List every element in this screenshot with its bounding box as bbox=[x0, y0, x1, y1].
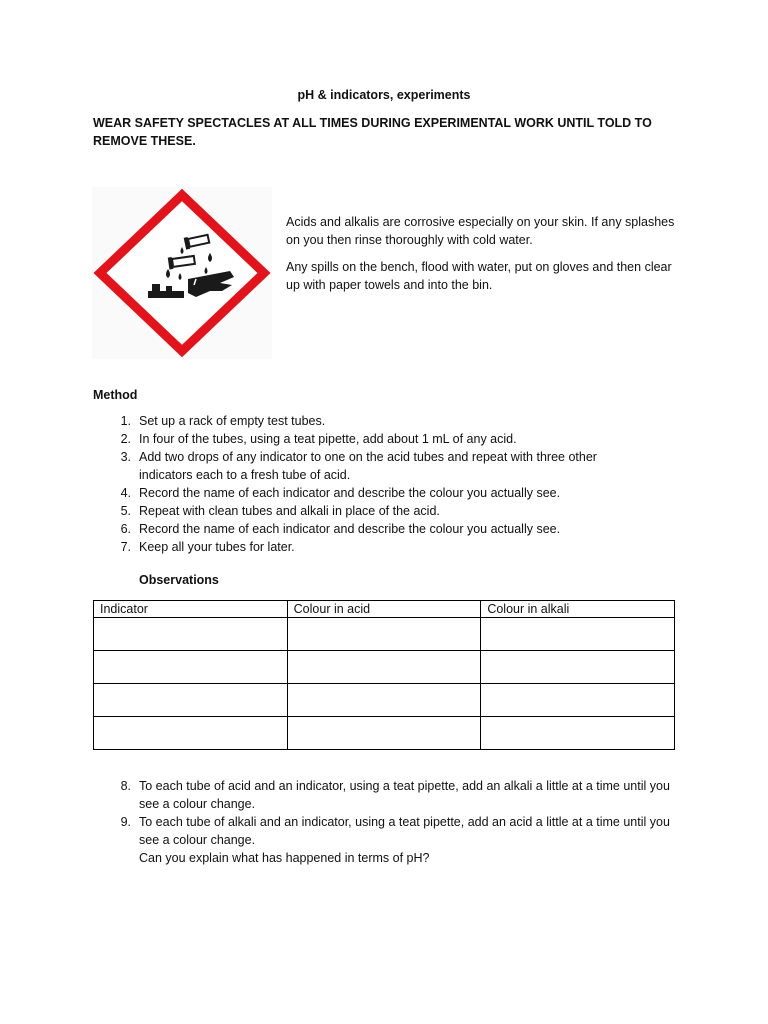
table-cell[interactable] bbox=[287, 684, 481, 717]
step-question: Can you explain what has happened in terms of pH? bbox=[139, 851, 430, 865]
table-row bbox=[94, 717, 675, 750]
step-number: 5. bbox=[120, 504, 131, 518]
corrosive-hazard-icon bbox=[92, 187, 272, 359]
method-heading: Method bbox=[93, 388, 138, 402]
table-cell[interactable] bbox=[94, 651, 288, 684]
list-item bbox=[93, 502, 653, 520]
safety-note-skin: Acids and alkalis are corrosive especially on your skin. If any splashes on you then rinse thoroughly with cold water. bbox=[286, 215, 675, 247]
list-item bbox=[93, 520, 653, 538]
observations-heading: Observations bbox=[139, 573, 219, 587]
step-text: Record the name of each indicator and describe the colour you actually see. bbox=[139, 522, 561, 536]
step-text: To each tube of acid and an indicator, using a teat pipette, add an alkali a little at a time until you see a colour change. bbox=[139, 779, 670, 811]
table-cell[interactable] bbox=[287, 717, 481, 750]
list-item bbox=[93, 813, 683, 867]
table-cell[interactable] bbox=[481, 651, 675, 684]
step-text: Set up a rack of empty test tubes. bbox=[139, 414, 326, 428]
table-row bbox=[94, 684, 675, 717]
table-row bbox=[94, 651, 675, 684]
table-cell[interactable] bbox=[94, 684, 288, 717]
step-number: 7. bbox=[120, 540, 131, 554]
step-number: 3. bbox=[120, 450, 131, 464]
list-item bbox=[93, 448, 653, 484]
step-text: Repeat with clean tubes and alkali in place of the acid. bbox=[139, 504, 440, 518]
table-header-row bbox=[94, 601, 675, 618]
step-number: 6. bbox=[120, 522, 131, 536]
safety-notes bbox=[286, 213, 676, 303]
table-cell[interactable] bbox=[481, 618, 675, 651]
table-row bbox=[94, 618, 675, 651]
step-number: 8. bbox=[120, 779, 131, 793]
step-number: 1. bbox=[120, 414, 131, 428]
method-steps bbox=[93, 412, 653, 556]
column-header-indicator: Indicator bbox=[94, 601, 288, 618]
table-cell[interactable] bbox=[287, 618, 481, 651]
list-item bbox=[93, 484, 653, 502]
list-item bbox=[93, 777, 683, 813]
step-text: To each tube of alkali and an indicator, using a teat pipette, add an acid a little at a time until you see a colour change. bbox=[139, 815, 670, 847]
list-item bbox=[93, 412, 653, 430]
table-cell[interactable] bbox=[94, 618, 288, 651]
step-number: 2. bbox=[120, 432, 131, 446]
column-header-colour-in-acid: Colour in acid bbox=[287, 601, 481, 618]
step-text: Add two drops of any indicator to one on the acid tubes and repeat with three other indicators each to a fresh tube of acid. bbox=[139, 450, 597, 482]
table-cell[interactable] bbox=[94, 717, 288, 750]
step-text: In four of the tubes, using a teat pipette, add about 1 mL of any acid. bbox=[139, 432, 517, 446]
list-item bbox=[93, 430, 653, 448]
step-text: Keep all your tubes for later. bbox=[139, 540, 295, 554]
table-cell[interactable] bbox=[481, 684, 675, 717]
safety-note-spills: Any spills on the bench, flood with water, put on gloves and then clear up with paper towels and into the bin. bbox=[286, 260, 672, 292]
list-item bbox=[93, 538, 653, 556]
step-number: 4. bbox=[120, 486, 131, 500]
page-title: pH & indicators, experiments bbox=[297, 88, 471, 102]
further-steps bbox=[93, 777, 683, 867]
step-number: 9. bbox=[120, 815, 131, 829]
observations-table bbox=[93, 600, 675, 750]
step-text: Record the name of each indicator and describe the colour you actually see. bbox=[139, 486, 561, 500]
safety-warning: WEAR SAFETY SPECTACLES AT ALL TIMES DURING EXPERIMENTAL WORK UNTIL TOLD TO REMOVE THESE. bbox=[93, 116, 652, 148]
column-header-colour-in-alkali: Colour in alkali bbox=[481, 601, 675, 618]
table-cell[interactable] bbox=[287, 651, 481, 684]
table-cell[interactable] bbox=[481, 717, 675, 750]
